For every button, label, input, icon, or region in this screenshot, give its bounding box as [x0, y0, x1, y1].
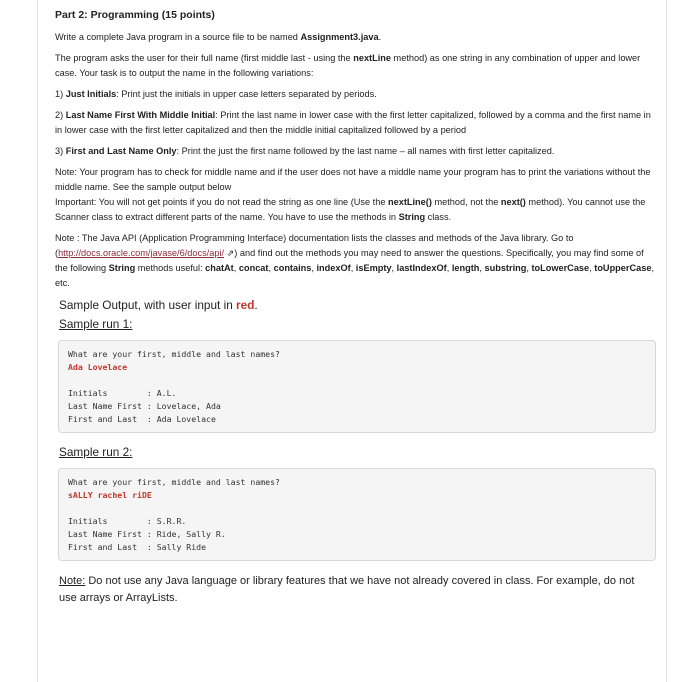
section-title: Part 2: Programming (15 points) — [55, 9, 215, 21]
bold-term: indexOf — [316, 263, 351, 273]
output-line: Last Name First : Lovelace, Ada — [68, 401, 221, 411]
assignment-content — [55, 9, 655, 607]
text: method). You cannot use the Scanner class to extract different parts of the name. You have to use the methods in — [55, 197, 646, 222]
user-input: Ada Lovelace — [68, 362, 128, 372]
paragraph — [55, 108, 655, 138]
text: Write a complete Java program in a source file to be named — [55, 32, 301, 42]
bold-term: String — [398, 212, 426, 222]
text: , — [268, 263, 274, 273]
sample-run-2-code — [58, 468, 656, 561]
text: , — [446, 263, 452, 273]
paragraph — [55, 87, 655, 102]
user-input: sALLY rachel riDE — [68, 490, 152, 500]
paragraph — [55, 165, 655, 225]
bold-term: String — [108, 263, 136, 273]
text: : Print the last name in lower case with the first letter capitalized, followed by a comma and the first name in in lower case with the first letter capitalized and then the middle initial capitalized followed by a period — [55, 110, 651, 135]
bold-term: Last Name First With Middle Initial — [65, 110, 216, 120]
note-text: Do not use any Java language or library features that we have not already covered in class. For example, do not use arrays or ArrayLists. — [59, 575, 635, 604]
paragraph — [55, 30, 655, 45]
text: method) as one string in any combination of upper and lower case. Your task is to output the name in the following variations: — [55, 53, 641, 78]
final-note — [59, 573, 655, 607]
prompt: What are your first, middle and last names? — [68, 349, 280, 359]
bold-term: isEmpty — [355, 263, 392, 273]
text: ⇗) and find out the methods you may need to answer the questions. Specifically, you may find some of the following — [55, 248, 644, 273]
text: : Print the just the first name followed by the last name – all names with first letter capitalized. — [176, 146, 555, 156]
bold-term: toUpperCase — [594, 263, 652, 273]
bold-term: contains — [273, 263, 312, 273]
paragraph — [55, 51, 655, 81]
text: Note : The Java API (Application Programming Interface) documentation lists the classes and methods of the Java library. Go to ( — [55, 233, 574, 258]
output-line: Initials : A.L. — [68, 388, 177, 398]
text: method, not the — [431, 197, 501, 207]
text: , — [391, 263, 397, 273]
instructions — [55, 30, 655, 291]
text: , — [526, 263, 532, 273]
text: methods useful: — [135, 263, 206, 273]
text: class. — [425, 212, 452, 222]
output-line: First and Last : Ada Lovelace — [68, 414, 216, 424]
note-label: Note: — [59, 575, 86, 587]
text: 2) — [55, 110, 66, 120]
text: Important: You will not get points if you do not read the string as one line (Use the — [55, 197, 388, 207]
document-page — [37, 0, 667, 682]
bold-term: nextLine() — [388, 197, 432, 207]
bold-term: Just Initials — [65, 89, 117, 99]
text: : Print just the initials in upper case letters separated by periods. — [116, 89, 377, 99]
red-word: red — [236, 298, 255, 312]
text: The program asks the user for their full name (first middle last - using the — [55, 53, 354, 63]
bold-term: concat — [238, 263, 269, 273]
output-line: Last Name First : Ride, Sally R. — [68, 529, 226, 539]
output-line: First and Last : Sally Ride — [68, 542, 207, 552]
bold-term: Assignment3.java — [300, 32, 379, 42]
text: , — [311, 263, 317, 273]
text: 3) — [55, 146, 66, 156]
period: . — [254, 298, 258, 312]
output-line: Initials : S.R.R. — [68, 516, 187, 526]
text: . — [378, 32, 382, 42]
text: , etc. — [55, 263, 655, 288]
bold-term: lastIndexOf — [396, 263, 447, 273]
bold-term: chatAt — [205, 263, 234, 273]
bold-term: length — [451, 263, 480, 273]
api-docs-link[interactable]: http://docs.oracle.com/javase/6/docs/api/ — [58, 248, 225, 258]
text: 1) — [55, 89, 66, 99]
bold-term: next() — [500, 197, 526, 207]
text: , — [350, 263, 356, 273]
sample-run-1-label: Sample run 1: — [59, 317, 133, 331]
prompt: What are your first, middle and last names? — [68, 477, 280, 487]
text: , — [479, 263, 485, 273]
paragraph — [55, 231, 655, 291]
bold-term: First and Last Name Only — [65, 146, 177, 156]
sample-output-text: Sample Output, with user input in — [59, 298, 237, 312]
sample-run-1-code — [58, 340, 656, 433]
sample-run-2-label: Sample run 2: — [59, 445, 133, 459]
text: Note: Your program has to check for middle name and if the user does not have a middle name your program has to print the variations without the middle name. See the sample output below — [55, 167, 651, 192]
bold-term: toLowerCase — [531, 263, 590, 273]
paragraph — [55, 144, 655, 159]
sample-output-heading — [59, 297, 655, 313]
bold-term: substring — [484, 263, 527, 273]
bold-term: nextLine — [353, 53, 391, 63]
text: , — [589, 263, 595, 273]
text: , — [233, 263, 239, 273]
